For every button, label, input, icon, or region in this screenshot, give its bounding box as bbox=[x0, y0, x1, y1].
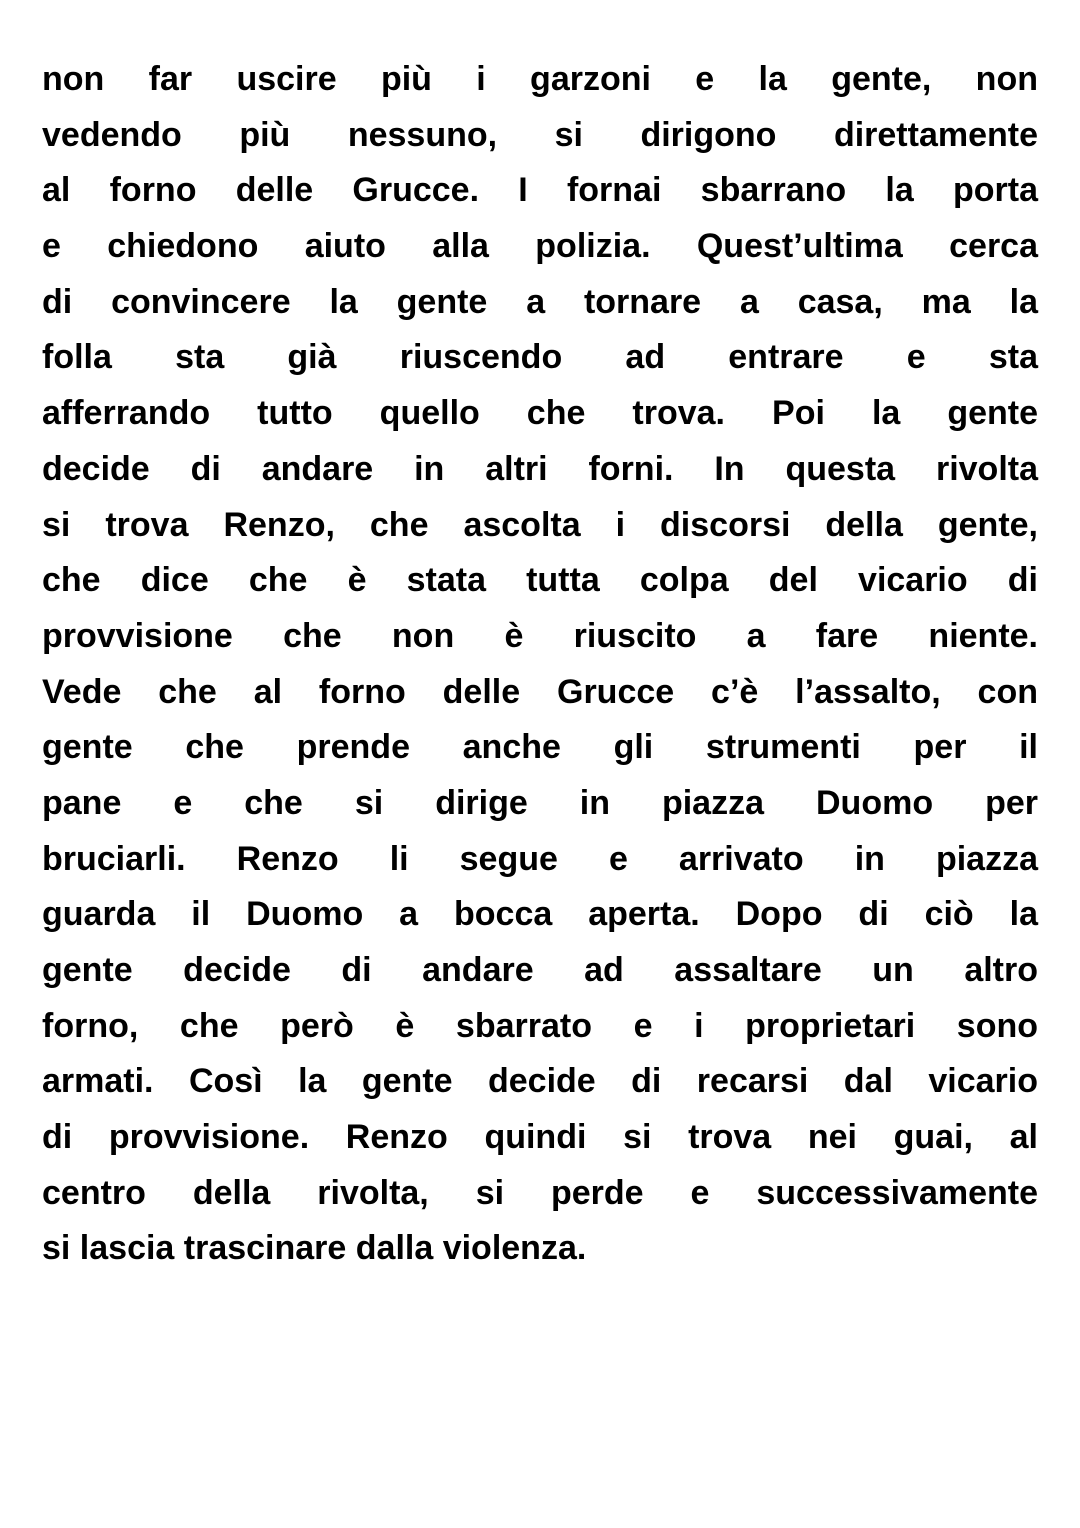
text-line: Vede che al forno delle Grucce c’è l’assalto, con bbox=[42, 672, 1038, 711]
text-line: decide di andare in altri forni. In questa rivolta bbox=[42, 449, 1038, 488]
text-line: che dice che è stata tutta colpa del vicario di bbox=[42, 561, 1038, 600]
text-line: al forno delle Grucce. I fornai sbarrano la porta bbox=[42, 171, 1038, 210]
text-line: forno, che però è sbarrato e i proprietari sono bbox=[42, 1006, 1038, 1045]
text-line: di convincere la gente a tornare a casa, ma la bbox=[42, 282, 1038, 321]
text-line: guarda il Duomo a bocca aperta. Dopo di ciò la bbox=[42, 895, 1038, 934]
text-line: folla sta già riuscendo ad entrare e sta bbox=[42, 338, 1038, 377]
text-line: si trova Renzo, che ascolta i discorsi della gente, bbox=[42, 505, 1038, 544]
text-line: e chiedono aiuto alla polizia. Quest’ultima cerca bbox=[42, 227, 1038, 266]
text-line: centro della rivolta, si perde e successivamente bbox=[42, 1173, 1038, 1212]
text-line: gente decide di andare ad assaltare un altro bbox=[42, 951, 1038, 989]
text-line: provvisione che non è riuscito a fare niente. bbox=[42, 616, 1038, 655]
text-line: afferrando tutto quello che trova. Poi la gente bbox=[42, 394, 1038, 433]
text-line: non far uscire più i garzoni e la gente, non bbox=[42, 60, 1038, 98]
text-line: vedendo più nessuno, si dirigono direttamente bbox=[42, 115, 1038, 154]
text-line: pane e che si dirige in piazza Duomo per bbox=[42, 783, 1038, 822]
text-line: si lascia trascinare dalla violenza. bbox=[42, 1229, 587, 1268]
text-line: bruciarli. Renzo li segue e arrivato in piazza bbox=[42, 839, 1038, 878]
text-line: gente che prende anche gli strumenti per il bbox=[42, 728, 1038, 767]
text-line: di provvisione. Renzo quindi si trova nei guai, al bbox=[42, 1118, 1038, 1157]
text-line: armati. Così la gente decide di recarsi dal vicario bbox=[42, 1062, 1038, 1101]
document-body bbox=[42, 52, 1038, 1277]
